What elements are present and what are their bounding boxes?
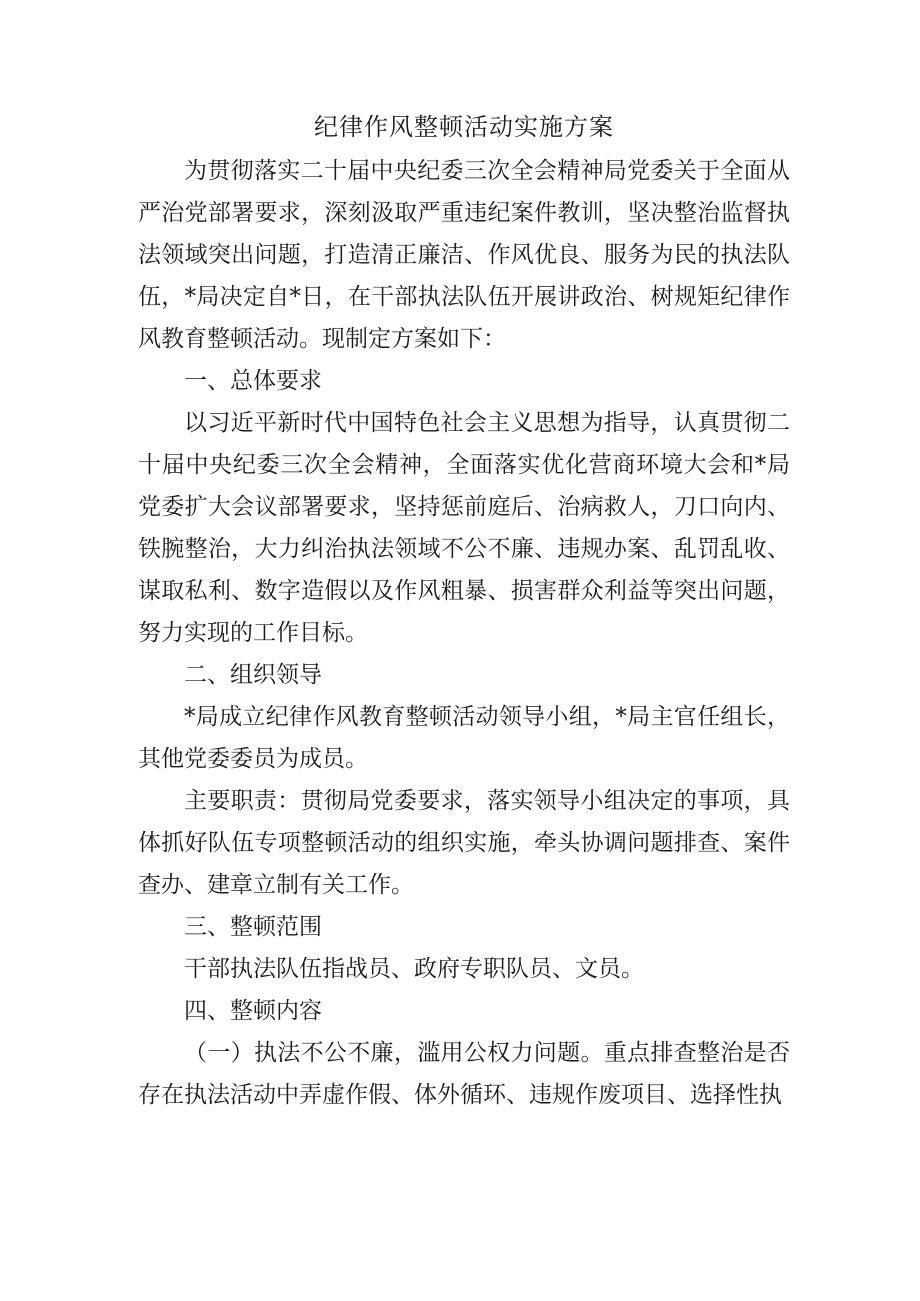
duties-paragraph: 主要职责：贯彻局党委要求，落实领导小组决定的事项，具体抓好队伍专项整顿活动的组织实施，牵头协调问题排查、案件查办、建章立制有关工作。 <box>138 788 790 898</box>
section-heading-scope: 三、整顿范围 <box>184 914 322 940</box>
section-heading-leadership: 二、组织领导 <box>184 662 322 688</box>
intro-paragraph: 为贯彻落实二十届中央纪委三次全会精神局党委关于全面从严治党部署要求，深刻汲取严重违纪案件教训，坚决整治监督执法领域突出问题，打造清正廉洁、作风优良、服务为民的执法队伍，*局决定自*日，在干部执法队伍开展讲政治、树规矩纪律作风教育整顿活动。现制定方案如下： <box>138 158 790 352</box>
scope-paragraph: 干部执法队伍指战员、政府专职队员、文员。 <box>184 956 644 982</box>
document-body <box>138 106 790 1116</box>
general-requirements-paragraph: 以习近平新时代中国特色社会主义思想为指导，认真贯彻二十届中央纪委三次全会精神，全面落实优化营商环境大会和*局党委扩大会议部署要求，坚持惩前庭后、治病救人，刀口向内、铁腕整治，大力纠治执法领域不公不廉、违规办案、乱罚乱收、谋取私利、数字造假以及作风粗暴、损害群众利益等突出问题，努力实现的工作目标。 <box>138 410 790 646</box>
document-title: 纪律作风整顿活动实施方案 <box>314 113 614 141</box>
section-heading-general: 一、总体要求 <box>184 368 322 394</box>
section-heading-content: 四、整顿内容 <box>184 998 322 1024</box>
content-item-1-paragraph: （一）执法不公不廉，滥用公权力问题。重点排查整治是否存在执法活动中弄虚作假、体外循环、违规作废项目、选择性执 <box>138 1040 790 1108</box>
leadership-paragraph: *局成立纪律作风教育整顿活动领导小组，*局主官任组长，其他党委委员为成员。 <box>138 704 790 772</box>
